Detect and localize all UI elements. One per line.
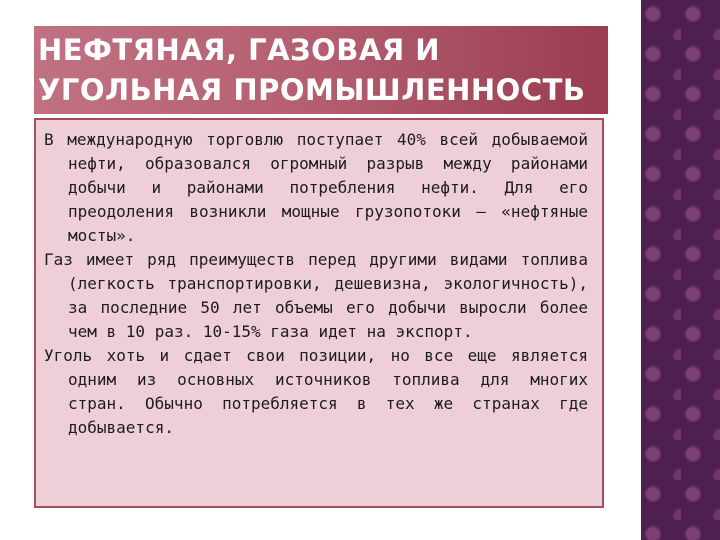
- paragraph-gas: Газ имеет ряд преимуществ перед другими видами топлива (легкость транспортировки, дешевизна, экологичность), за последние 50 лет объемы его добычи выросли более чем в 10 раз. 10-15% газа идет на экспорт.: [44, 250, 588, 341]
- slide-title-line-2: УГОЛЬНАЯ ПРОМЫШЛЕННОСТЬ: [38, 73, 586, 107]
- slide-title: [38, 30, 598, 110]
- paragraph-coal: Уголь хоть и сдает свои позиции, но все еще является одним из основных источников топлива для многих стран. Обычно потребляется в тех же странах где добывается.: [44, 346, 588, 437]
- content-box: [34, 118, 604, 508]
- paragraph-oil: В международную торговлю поступает 40% всей добываемой нефти, образовался огромный разрыв между районами добычи и районами потребления нефти. Для его преодоления возникли мощные грузопотоки – «нефтяные мосты».: [44, 130, 588, 245]
- slide-title-line-1: НЕФТЯНАЯ, ГАЗОВАЯ И: [38, 33, 441, 67]
- decorative-sidebar: [641, 0, 720, 540]
